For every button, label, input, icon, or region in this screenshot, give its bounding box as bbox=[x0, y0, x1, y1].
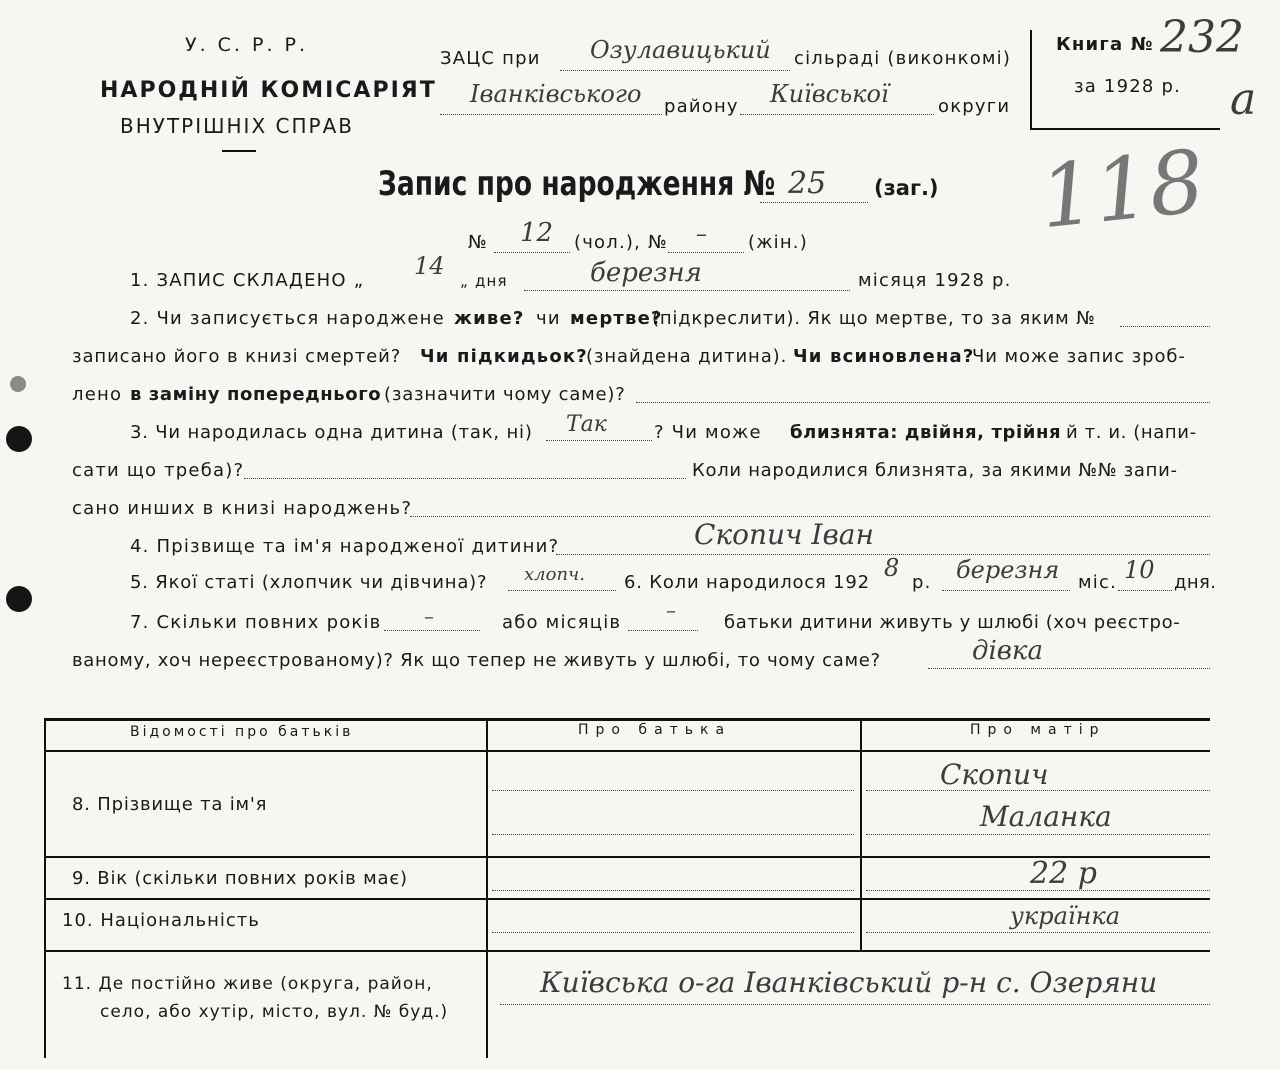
row8-mother-line-2 bbox=[866, 834, 1210, 835]
item6-day-label: дня. bbox=[1174, 572, 1217, 593]
item2-dead: мертве? bbox=[570, 308, 663, 329]
row11-answer-line bbox=[500, 1004, 1210, 1005]
item4-label: 4. Прізвище та ім'я народженої дитини? bbox=[130, 536, 560, 557]
item7-months-blank bbox=[628, 630, 698, 631]
item7-hand: дівка bbox=[972, 636, 1043, 666]
item6-day-blank bbox=[1118, 590, 1172, 591]
item7-line2-blank bbox=[928, 668, 1210, 669]
row8-mother-surname: Скопич bbox=[940, 758, 1049, 791]
item1-label: 1. ЗАПИС СКЛАДЕНО „ bbox=[130, 270, 365, 291]
item5-hand: хлопч. bbox=[524, 564, 585, 585]
record-title: Запис про народження № bbox=[378, 164, 776, 204]
item7-years-hand: – bbox=[424, 604, 434, 628]
item2-line2-a: записано його в книзі смертей? bbox=[72, 346, 402, 367]
zags-post: сільраді (виконкомі) bbox=[794, 48, 1012, 69]
sub-no: № bbox=[468, 232, 488, 253]
table-col-divider-1 bbox=[486, 718, 488, 1058]
female-label: (жін.) bbox=[748, 232, 808, 253]
male-line bbox=[494, 252, 570, 253]
record-number-hand: 25 bbox=[788, 166, 827, 201]
item2-line1-blank bbox=[1120, 326, 1210, 327]
item5-blank bbox=[508, 590, 616, 591]
item6-year-suffix: р. bbox=[912, 572, 932, 593]
row9-father-line bbox=[492, 890, 854, 891]
row9-bottom-border bbox=[44, 898, 1210, 900]
item2-line3-blank bbox=[636, 402, 1210, 403]
item7-line1-c: батьки дитини живуть у шлюбі (хоч реєстро- bbox=[724, 612, 1181, 633]
item6-day-hand: 10 bbox=[1124, 556, 1155, 584]
row10-label: 10. Національність bbox=[62, 910, 260, 931]
item4-blank bbox=[556, 554, 1210, 555]
item2-adopt: Чи всиновлена? bbox=[793, 346, 975, 367]
item1-year: місяця 1928 р. bbox=[858, 270, 1012, 291]
item2-or: чи bbox=[536, 308, 561, 329]
item6-month-label: міс. bbox=[1078, 572, 1117, 593]
item5-label: 5. Якої статі (хлопчик чи дівчина)? bbox=[130, 572, 488, 593]
item7-line1-a: 7. Скільки повних років bbox=[130, 612, 382, 633]
item2-line3-a: лено bbox=[72, 384, 123, 405]
book-box-bottom bbox=[1030, 128, 1220, 130]
row8-father-line-1 bbox=[492, 790, 854, 791]
item3-line1-a: 3. Чи народилась одна дитина (так, ні) bbox=[130, 422, 533, 443]
zags-line bbox=[560, 70, 790, 71]
item3-blank bbox=[546, 440, 652, 441]
item2-line1-b: (підкреслити). Як що мертве, то за яким № bbox=[652, 308, 1096, 329]
row11-label-1: 11. Де постійно живе (округа, район, bbox=[62, 974, 433, 994]
header-commissariat: НАРОДНІЙ КОМІСАРІЯТ bbox=[100, 78, 437, 103]
item2-alive: живе? bbox=[454, 308, 525, 329]
record-number-line bbox=[760, 202, 868, 203]
male-label: (чол.), № bbox=[574, 232, 668, 253]
table-col-divider-2 bbox=[860, 718, 862, 952]
item2-line1-a: 2. Чи записується народжене bbox=[130, 308, 445, 329]
okrug-hand: Київської bbox=[770, 80, 889, 108]
item4-hand: Скопич Іван bbox=[694, 518, 874, 551]
item1-day-word: „ дня bbox=[460, 272, 508, 290]
divider bbox=[222, 150, 256, 152]
male-hand: 12 bbox=[520, 218, 554, 248]
item7-line1-b: або місяців bbox=[502, 612, 622, 633]
margin-note: 118 bbox=[1035, 131, 1209, 249]
punch-hole bbox=[6, 586, 32, 612]
row8-mother-name: Маланка bbox=[980, 800, 1112, 833]
item2-line2-c: Чи може запис зроб- bbox=[972, 346, 1186, 367]
table-left-border bbox=[44, 718, 46, 1058]
table-header-father: Про батька bbox=[578, 722, 732, 738]
item6-month-hand: березня bbox=[956, 556, 1060, 584]
book-number-hand: 232 bbox=[1160, 12, 1244, 63]
table-header-info: Відомості про батьків bbox=[130, 724, 354, 740]
row8-father-line-2 bbox=[492, 834, 854, 835]
okrug-line bbox=[740, 114, 934, 115]
item2-line2-b: (знайдена дитина). bbox=[586, 346, 788, 367]
row11-answer: Київська о-га Іванківський р-н с. Озеряни bbox=[540, 966, 1158, 999]
item2-replace: в заміну попереднього bbox=[130, 384, 382, 405]
item1-month-line bbox=[524, 290, 850, 291]
item1-month-hand: березня bbox=[590, 258, 702, 288]
item3-line1-b: ? Чи може bbox=[654, 422, 762, 443]
row9-label: 9. Вік (скільки повних років має) bbox=[72, 868, 408, 889]
table-header-border bbox=[44, 750, 1210, 752]
item6-month-blank bbox=[942, 590, 1070, 591]
punch-hole bbox=[6, 426, 32, 452]
item7-line2: ваному, хоч нереєстрованому)? Як що тепер не живуть у шлюбі, то чому саме? bbox=[72, 650, 881, 671]
row10-father-line bbox=[492, 932, 854, 933]
book-label: Книга № bbox=[1056, 34, 1154, 55]
item3-line2-a: сати що треба)? bbox=[72, 460, 245, 481]
item6-year-hand: 8 bbox=[884, 554, 900, 582]
item7-years-blank bbox=[384, 630, 480, 631]
punch-hole bbox=[10, 376, 26, 392]
item7-months-hand: – bbox=[666, 598, 676, 622]
row9-mother: 22 р bbox=[1030, 856, 1097, 891]
item3-line1-c: й т. и. (напи- bbox=[1066, 422, 1197, 443]
item3-hand: Так bbox=[566, 412, 607, 437]
header-ussr: У. С. Р. Р. bbox=[185, 34, 309, 56]
item3-line3: сано инших в книзі народжень? bbox=[72, 498, 413, 519]
row8-label: 8. Прізвище та ім'я bbox=[72, 794, 268, 815]
row10-bottom-border bbox=[44, 950, 1210, 952]
row10-mother-line bbox=[866, 932, 1210, 933]
zags-hand: Озулавицький bbox=[590, 36, 771, 64]
row10-mother: українка bbox=[1010, 902, 1121, 930]
item2-found: Чи підкидьок? bbox=[420, 346, 588, 367]
item3-line2-b: Коли народилися близнята, за якими №№ запи- bbox=[692, 460, 1178, 481]
zags-pre: ЗАЦС при bbox=[440, 48, 541, 69]
table-header-mother: Про матір bbox=[970, 722, 1106, 738]
item3-line3-blank bbox=[410, 516, 1210, 517]
header-ministry: ВНУТРІШНІХ СПРАВ bbox=[120, 114, 354, 138]
female-hand: – bbox=[696, 222, 707, 247]
item6-label: 6. Коли народилося 192 bbox=[624, 572, 870, 593]
item1-day-hand: 14 bbox=[414, 252, 445, 280]
book-letter-hand: а bbox=[1230, 74, 1257, 125]
rayon-hand: Іванківського bbox=[470, 80, 642, 108]
female-line bbox=[668, 252, 744, 253]
item3-twins: близнята: двійня, трійня bbox=[790, 422, 1062, 443]
item3-line2-blank bbox=[244, 478, 686, 479]
row11-label-2: село, або хутір, місто, вул. № буд.) bbox=[100, 1002, 449, 1022]
table-top-border bbox=[44, 718, 1210, 721]
rayon-label: району bbox=[664, 96, 739, 117]
book-year: за 1928 р. bbox=[1074, 76, 1182, 97]
record-suffix: (заг.) bbox=[874, 176, 939, 200]
item2-line3-b: (зазначити чому саме)? bbox=[384, 384, 626, 405]
okrug-label: округи bbox=[938, 96, 1011, 117]
book-box-left bbox=[1030, 30, 1032, 130]
rayon-line bbox=[440, 114, 662, 115]
